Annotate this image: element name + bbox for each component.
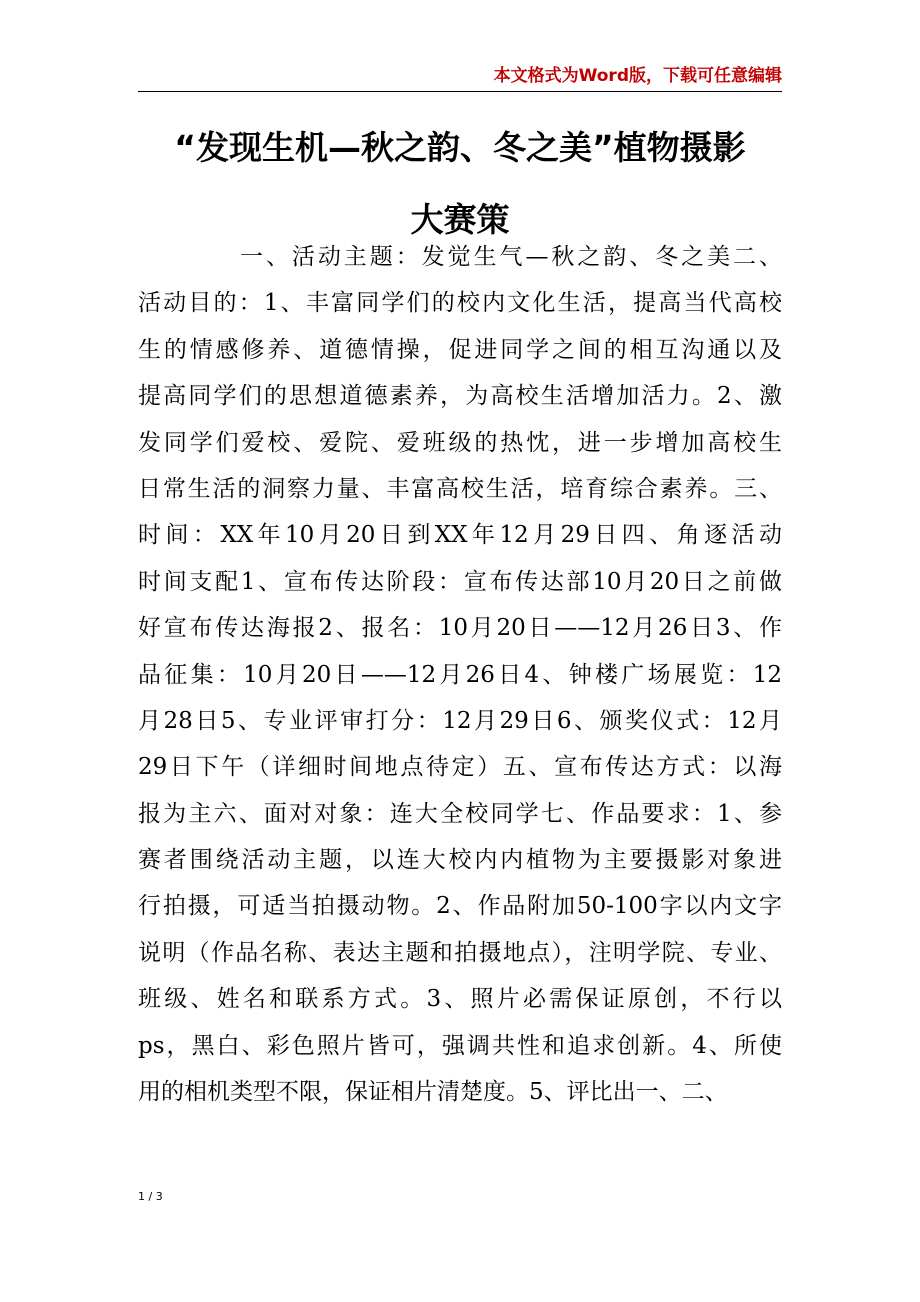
body-line: 用的相机类型不限，保证相片清楚度。5、评比出一、二、 [138,1079,728,1106]
document-title-line-2: 大赛策 [410,200,510,239]
body-line: 品征集：10月20日——12月26日4、钟楼广场展览：12 [138,661,782,688]
document-body [138,234,782,1115]
page-number: 1 / 3 [138,1190,163,1203]
body-line: 活动目的：1、丰富同学们的校内文化生活，提高当代高校 [138,290,782,317]
body-line: 赛者围绕活动主题，以连大校内内植物为主要摄影对象进 [138,847,782,874]
body-line: 月28日5、专业评审打分：12月29日6、颁奖仪式：12月 [138,707,782,734]
body-line: 提高同学们的思想道德素养，为高校生活增加活力。2、激 [138,383,782,410]
body-line: 说明（作品名称、表达主题和拍摄地点），注明学院、专业、 [138,939,782,966]
body-line: ps，黑白、彩色照片皆可，强调共性和追求创新。4、所使 [138,1032,782,1059]
header-note: 本文格式为Word版，下载可任意编辑 [493,66,782,86]
body-line: 时间：XX年10月20日到XX年12月29日四、角逐活动 [138,522,782,549]
body-line: 行拍摄，可适当拍摄动物。2、作品附加50-100字以内文字 [138,893,782,920]
body-line: 报为主六、面对对象：连大全校同学七、作品要求：1、参 [138,800,782,827]
body-line: 班级、姓名和联系方式。3、照片必需保证原创，不行以 [138,986,782,1013]
body-line: 时间支配1、宣布传达阶段：宣布传达部10月20日之前做 [138,568,782,595]
body-line: 一、活动主题：发觉生气—秋之韵、冬之美二、 [240,244,782,270]
body-line: 日常生活的洞察力量、丰富高校生活，培育综合素养。三、 [138,475,782,502]
body-line: 29日下午（详细时间地点待定）五、宣布传达方式：以海 [138,754,782,781]
document-title-line-1: “发现生机—秋之韵、冬之美”植物摄影 [174,128,746,167]
header-divider [138,91,782,92]
body-line: 好宣布传达海报2、报名：10月20日——12月26日3、作 [138,615,782,642]
body-line: 生的情感修养、道德情操，促进同学之间的相互沟通以及 [138,336,782,363]
body-line: 发同学们爱校、爱院、爱班级的热忱，进一步增加高校生 [138,429,782,456]
